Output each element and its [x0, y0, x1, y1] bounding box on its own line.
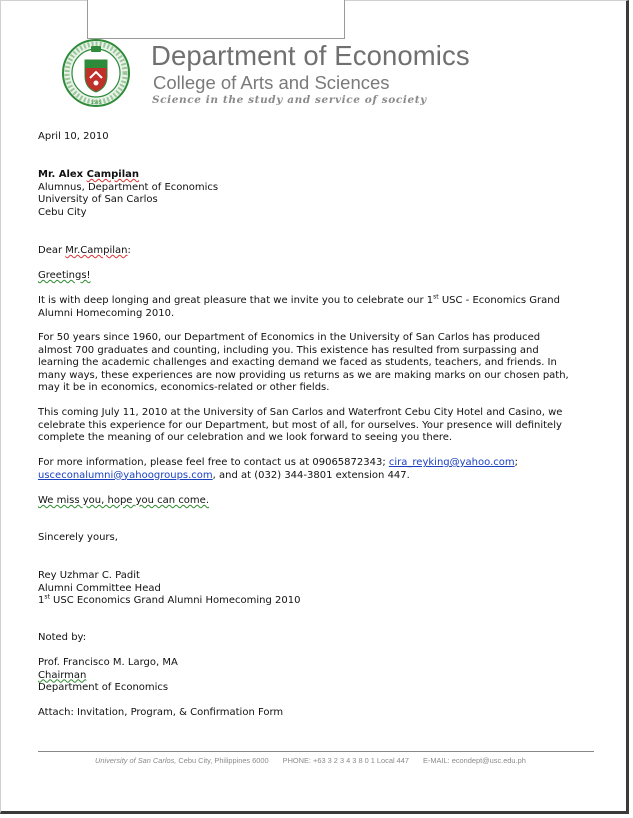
university-seal-logo: [61, 38, 131, 108]
signatory-title: Alumni Committee Head: [38, 582, 161, 594]
closing-line-text: We miss you, hope you can come.: [38, 495, 210, 506]
signatory-event: [38, 595, 598, 608]
greeting-text: Greetings!: [38, 270, 91, 281]
p1-text-b: USC - Economics Grand: [438, 295, 560, 306]
noter-title-text: Chairman: [38, 669, 87, 681]
contact-text: For more information, please feel free to contact us at 09065872343;: [38, 457, 389, 468]
event-name: USC Economics Grand Alumni Homecoming 2010: [49, 595, 301, 607]
recipient-line2: University of San Carlos: [38, 194, 158, 206]
paragraph-history: [38, 332, 598, 395]
noter-title: [38, 670, 598, 683]
recipient-surname: Campilan: [86, 169, 140, 180]
paragraph-line: celebrate this experience for our Department, but most of all, for ourselves. Your presence will definitely: [38, 419, 562, 431]
paragraph-line: For 50 years since 1960, our Department of Economics in the University of San Carlos has produced: [38, 332, 541, 343]
contact-phone-text: , and at (032) 344-3801 extension 447.: [212, 469, 410, 481]
footer-contact: [95, 756, 526, 765]
attachments-line: Attach: Invitation, Program, & Confirmation Form: [38, 707, 284, 718]
paragraph-contact: [38, 457, 598, 482]
letterhead-motto: Science in the study and service of society: [152, 94, 427, 106]
noter-name: Prof. Francisco M. Largo, MA: [38, 657, 178, 668]
contact-line2: [38, 470, 598, 483]
footer-institution: University of San Carlos,: [95, 756, 177, 765]
footer-address: Cebu City, Philippines 6000: [176, 756, 269, 765]
paragraph-line: almost 700 graduates and counting, including you. This existence has resulted from surpassing and: [38, 344, 539, 356]
event-number: 1: [38, 595, 45, 607]
closing-line: [38, 495, 598, 508]
p1-ordinal: st: [433, 293, 439, 301]
paragraph-line: complete the meaning of our celebration and we look forward to seeing you there.: [38, 432, 453, 444]
paragraph-line: many ways, these experiences are now providing us returns as we are making marks on our chosen path,: [38, 369, 569, 381]
signatory-block: [38, 570, 598, 608]
salutation-name: Mr.Campilan: [65, 245, 128, 256]
letterhead-department: Department of Economics: [151, 40, 470, 71]
paragraph-event: [38, 407, 598, 445]
recipient-name: [38, 169, 598, 182]
paragraph-invite: [38, 295, 598, 320]
recipient-line1: Alumnus, Department of Economics: [38, 181, 219, 193]
paragraph-invite-line2: Alumni Homecoming 2010.: [38, 307, 175, 319]
email-link-alumni-group[interactable]: usceconalumni@yahoogroups.com: [38, 469, 213, 481]
noter-block: [38, 657, 598, 695]
salutation-prefix: Dear: [38, 245, 66, 256]
recipient-name-prefix: Mr. Alex: [38, 169, 87, 180]
salutation: [38, 245, 598, 258]
salutation-colon: :: [127, 245, 131, 256]
paragraph-line: This coming July 11, 2010 at the University of San Carlos and Waterfront Cebu City Hotel and Casino, we: [38, 407, 563, 418]
email-link-cira[interactable]: cira_reyking@yahoo.com: [388, 457, 515, 468]
noted-by-label: Noted by:: [38, 632, 87, 643]
p1-text-a: It is with deep longing and great pleasure that we invite you to celebrate our 1: [38, 295, 434, 306]
letterhead-college: College of Arts and Sciences: [153, 72, 390, 93]
valediction: Sincerely yours,: [38, 532, 118, 543]
footer-phone: PHONE: +63 3 2 3 4 3 8 0 1 Local 447: [282, 756, 409, 765]
greeting: [38, 270, 598, 283]
footer-divider: [38, 751, 594, 752]
noter-department: Department of Economics: [38, 682, 169, 694]
svg-text:1595: 1595: [90, 100, 102, 105]
contact-separator: ;: [514, 457, 518, 468]
paragraph-line: learning the academic challenges and exacting demand we faced as students, teachers, and friends. In: [38, 357, 557, 369]
contact-line1: [38, 457, 598, 470]
recipient-line3: Cebu City: [38, 206, 87, 218]
paragraph-invite-line1: [38, 295, 598, 308]
recipient-block: [38, 169, 598, 219]
footer-email: E-MAIL: econdept@usc.edu.ph: [422, 756, 526, 765]
letter-date: April 10, 2010: [38, 131, 109, 142]
paragraph-line: may it be in economics, economics-related or other fields.: [38, 382, 330, 394]
header-box: [87, 0, 345, 39]
signatory-name: Rey Uzhmar C. Padit: [38, 570, 140, 581]
event-ordinal: st: [44, 593, 50, 601]
